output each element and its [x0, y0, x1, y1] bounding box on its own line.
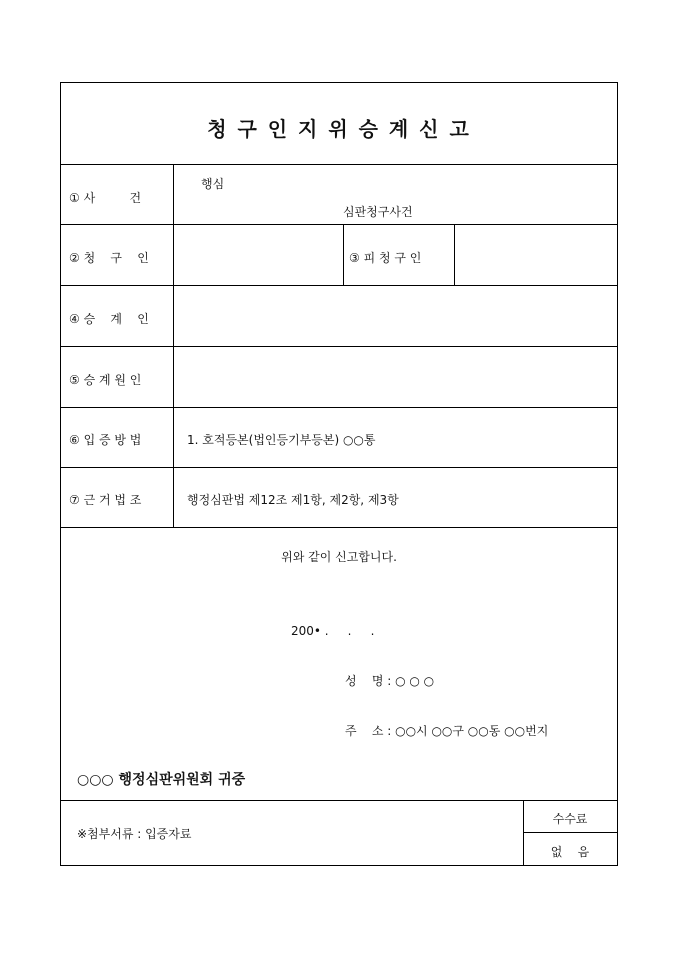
footer-row — [61, 801, 617, 865]
case-label: ① 사 건 — [69, 191, 142, 205]
declaration-statement: 위와 같이 신고합니다. — [281, 550, 397, 564]
addressee: ○○○ 행정심판위원회 귀중 — [77, 772, 246, 788]
case-prefix: 행심 — [201, 177, 225, 191]
fee-label: 수수료 — [552, 812, 588, 826]
respondent-label: ③ 피 청 구 인 — [349, 251, 422, 265]
form-title: 청 구 인 지 위 승 계 신 고 — [207, 117, 471, 141]
title-row — [61, 83, 617, 165]
basis-row — [61, 468, 617, 528]
applicant-address: 주 소 : ○○시 ○○구 ○○동 ○○번지 — [345, 724, 549, 738]
successor-label: ④ 승 계 인 — [69, 312, 149, 326]
fee-value: 없 음 — [550, 845, 590, 859]
basis-label: ⑦ 근 거 법 조 — [69, 493, 142, 507]
declaration-date: 200• . . . — [291, 624, 375, 638]
case-suffix: 심판청구사건 — [343, 205, 413, 219]
cause-label: ⑤ 승 계 원 인 — [69, 373, 142, 387]
basis-value: 행정심판법 제12조 제1항, 제2항, 제3항 — [187, 493, 399, 507]
declaration-block — [61, 528, 617, 801]
attachment-note: ※첨부서류 : 입증자료 — [77, 827, 192, 841]
successor-row — [61, 286, 617, 347]
claimant-label: ② 청 구 인 — [69, 251, 149, 265]
proof-label: ⑥ 입 증 방 법 — [69, 433, 142, 447]
proof-value: 1. 호적등본(법인등기부등본) ○○통 — [187, 433, 376, 447]
proof-row — [61, 408, 617, 468]
claimant-row — [61, 225, 617, 286]
applicant-name: 성 명 : ○ ○ ○ — [345, 674, 435, 688]
case-row — [61, 165, 617, 225]
cause-row — [61, 347, 617, 408]
petition-form — [60, 82, 618, 866]
